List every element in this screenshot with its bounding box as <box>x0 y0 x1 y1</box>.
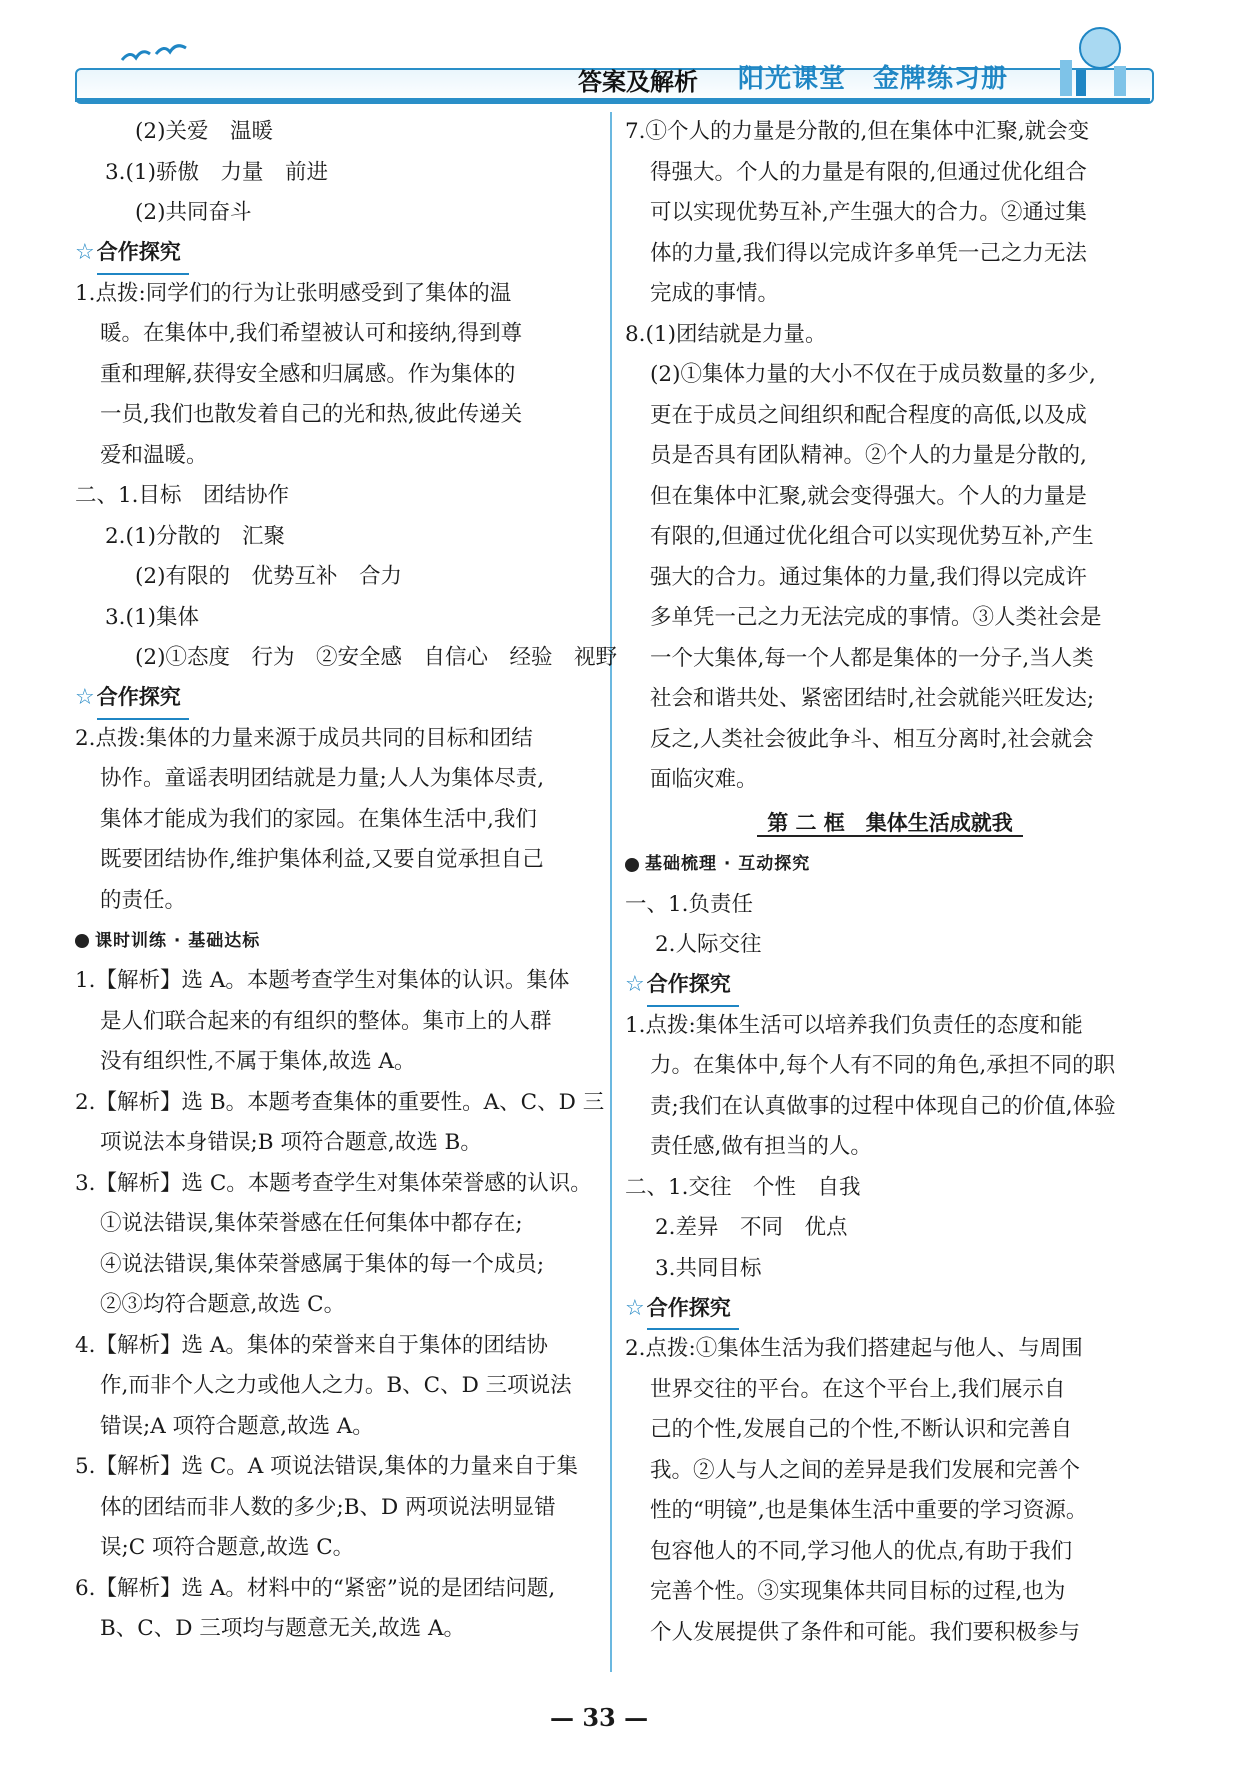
section-heading <box>625 1289 1155 1329</box>
star-icon: ☆ <box>625 1295 645 1321</box>
text-line: 爱和温暖。 <box>100 442 208 468</box>
text-line: (2)①集体力量的大小不仅在于成员数量的多少, <box>650 362 1096 387</box>
section-heading <box>75 679 605 719</box>
text-line: B、C、D 三项均与题意无关,故选 A。 <box>100 1616 466 1641</box>
text-line: (2)关爱 温暖 <box>135 119 273 144</box>
text-line: 2.人际交往 <box>655 932 762 957</box>
text-line: 3.共同目标 <box>655 1255 762 1281</box>
text-line: 体的团结而非人数的多少;B、D 两项说法明显错 <box>100 1494 556 1520</box>
text-line: 更在于成员之间组织和配合程度的高低,以及成 <box>650 402 1087 428</box>
section-label: 合作探究 <box>647 964 739 1007</box>
subsection-heading <box>75 921 605 961</box>
text-line: 得强大。个人的力量是有限的,但通过优化组合 <box>650 159 1087 185</box>
text-line: 二、1.目标 团结协作 <box>75 483 290 508</box>
bullet-icon <box>75 934 89 948</box>
text-line: 1.点拨:集体生活可以培养我们负责任的态度和能 <box>625 1012 1083 1038</box>
text-line: 2.(1)分散的 汇聚 <box>105 523 285 549</box>
text-line: 世界交往的平台。在这个平台上,我们展示自 <box>650 1376 1066 1402</box>
text-line: 2.点拨:①集体生活为我们搭建起与他人、与周围 <box>625 1336 1083 1361</box>
text-line: 个人发展提供了条件和可能。我们要积极参与 <box>650 1619 1081 1645</box>
text-line: 2.差异 不同 优点 <box>655 1215 848 1240</box>
text-line: 二、1.交往 个性 自我 <box>625 1174 861 1200</box>
text-line: 可以实现优势互补,产生强大的合力。②通过集 <box>650 200 1087 225</box>
text-line: 一、1.负责任 <box>625 891 754 917</box>
frame-title <box>625 801 1155 845</box>
text-line: 8.(1)团结就是力量。 <box>625 321 827 347</box>
subsection-heading <box>625 845 1155 885</box>
text-line: 的责任。 <box>100 887 187 913</box>
text-line: 性的“明镜”,也是集体生活中重要的学习资源。 <box>650 1498 1088 1523</box>
header-brand: 阳光课堂 金牌练习册 <box>738 64 1009 94</box>
header-title: 答案及解析 <box>578 68 698 96</box>
text-line: 是人们联合起来的有组织的整体。集市上的人群 <box>100 1008 552 1034</box>
text-line: (2)有限的 优势互补 合力 <box>135 564 402 589</box>
text-line: 社会和谐共处、紧密团结时,社会就能兴旺发达; <box>650 686 1095 711</box>
text-line: 没有组织性,不属于集体,故选 A。 <box>100 1049 416 1074</box>
text-line: 3.(1)骄傲 力量 前进 <box>105 159 328 185</box>
frame-title-text: 第 二 框 集体生活成就我 <box>757 811 1023 837</box>
text-line: 多单凭一己之力无法完成的事情。③人类社会是 <box>650 605 1102 630</box>
text-line: 4.【解析】选 A。集体的荣誉来自于集体的团结协 <box>75 1332 548 1358</box>
subsection-label: 基础梳理 · 互动探究 <box>645 854 811 875</box>
text-line: 3.【解析】选 C。本题考查学生对集体荣誉感的认识。 <box>75 1170 592 1196</box>
text-line: ①说法错误,集体荣誉感在任何集体中都存在; <box>100 1211 523 1236</box>
text-line: 但在集体中汇聚,就会变得强大。个人的力量是 <box>650 483 1087 509</box>
page-number: — 33 — <box>550 1703 649 1732</box>
left-column <box>75 112 617 1650</box>
birds-icon <box>120 40 190 70</box>
text-line: 反之,人类社会彼此争斗、相互分离时,社会就会 <box>650 726 1094 752</box>
page-header <box>0 0 1250 110</box>
text-line: (2)①态度 行为 ②安全感 自信心 经验 视野 <box>135 645 617 670</box>
text-line: 责任感,做有担当的人。 <box>650 1134 872 1159</box>
star-icon: ☆ <box>75 240 95 266</box>
text-line: 作,而非个人之力或他人之力。B、C、D 三项说法 <box>100 1373 572 1398</box>
text-line: 6.【解析】选 A。材料中的“紧密”说的是团结问题, <box>75 1575 556 1601</box>
text-line: ②③均符合题意,故选 C。 <box>100 1292 346 1317</box>
text-line: 有限的,但通过优化组合可以实现优势互补,产生 <box>650 524 1094 549</box>
text-line: 5.【解析】选 C。A 项说法错误,集体的力量来自于集 <box>75 1454 578 1479</box>
text-line: 误;C 项符合题意,故选 C。 <box>100 1535 355 1560</box>
text-line: 完成的事情。 <box>650 281 780 306</box>
bullet-icon <box>625 858 639 872</box>
subsection-label: 课时训练 · 基础达标 <box>95 930 261 951</box>
text-line: 7.①个人的力量是分散的,但在集体中汇聚,就会变 <box>625 119 1090 144</box>
text-line: ④说法错误,集体荣誉感属于集体的每一个成员; <box>100 1251 545 1277</box>
text-line: 2.点拨:集体的力量来源于成员共同的目标和团结 <box>75 725 533 751</box>
right-column <box>625 112 1155 1653</box>
section-label: 合作探究 <box>97 232 189 275</box>
text-line: 一个大集体,每一个人都是集体的一分子,当人类 <box>650 645 1094 671</box>
text-line: 面临灾难。 <box>650 767 758 792</box>
text-line: 包容他人的不同,学习他人的优点,有助于我们 <box>650 1538 1073 1564</box>
text-line: 强大的合力。通过集体的力量,我们得以完成许 <box>650 564 1087 590</box>
section-heading <box>75 234 605 274</box>
text-line: 1.点拨:同学们的行为让张明感受到了集体的温 <box>75 280 512 306</box>
globe-icon <box>1040 20 1150 100</box>
text-line: 项说法本身错误;B 项符合题意,故选 B。 <box>100 1130 482 1155</box>
text-line: 完善个性。③实现集体共同目标的过程,也为 <box>650 1579 1066 1604</box>
text-line: 集体才能成为我们的家园。在集体生活中,我们 <box>100 806 537 832</box>
text-line: 既要团结协作,维护集体利益,又要自觉承担自己 <box>100 847 544 872</box>
text-line: 重和理解,获得安全感和归属感。作为集体的 <box>100 361 516 387</box>
text-line: 员是否具有团队精神。②个人的力量是分散的, <box>650 443 1087 468</box>
text-line: 错误;A 项符合题意,故选 A。 <box>100 1413 374 1439</box>
text-line: 体的力量,我们得以完成许多单凭一己之力无法 <box>650 240 1087 266</box>
text-line: 2.【解析】选 B。本题考查集体的重要性。A、C、D 三 <box>75 1089 605 1115</box>
text-line: 力。在集体中,每个人有不同的角色,承担不同的职 <box>650 1053 1116 1078</box>
text-line: 暖。在集体中,我们希望被认可和接纳,得到尊 <box>100 321 523 346</box>
section-label: 合作探究 <box>647 1288 739 1331</box>
text-line: 责;我们在认真做事的过程中体现自己的价值,体验 <box>650 1093 1116 1119</box>
star-icon: ☆ <box>75 685 95 711</box>
text-line: 己的个性,发展自己的个性,不断认识和完善自 <box>650 1417 1073 1442</box>
star-icon: ☆ <box>625 972 645 998</box>
section-label: 合作探究 <box>97 677 189 720</box>
section-heading <box>625 966 1155 1006</box>
text-line: 我。②人与人之间的差异是我们发展和完善个 <box>650 1457 1081 1483</box>
text-line: (2)共同奋斗 <box>135 200 252 225</box>
text-line: 3.(1)集体 <box>105 604 199 630</box>
header-rule <box>75 98 1150 102</box>
text-line: 一员,我们也散发着自己的光和热,彼此传递关 <box>100 402 523 427</box>
text-line: 1.【解析】选 A。本题考查学生对集体的认识。集体 <box>75 968 570 993</box>
column-divider <box>610 112 612 1672</box>
text-line: 协作。童谣表明团结就是力量;人人为集体尽责, <box>100 766 545 791</box>
